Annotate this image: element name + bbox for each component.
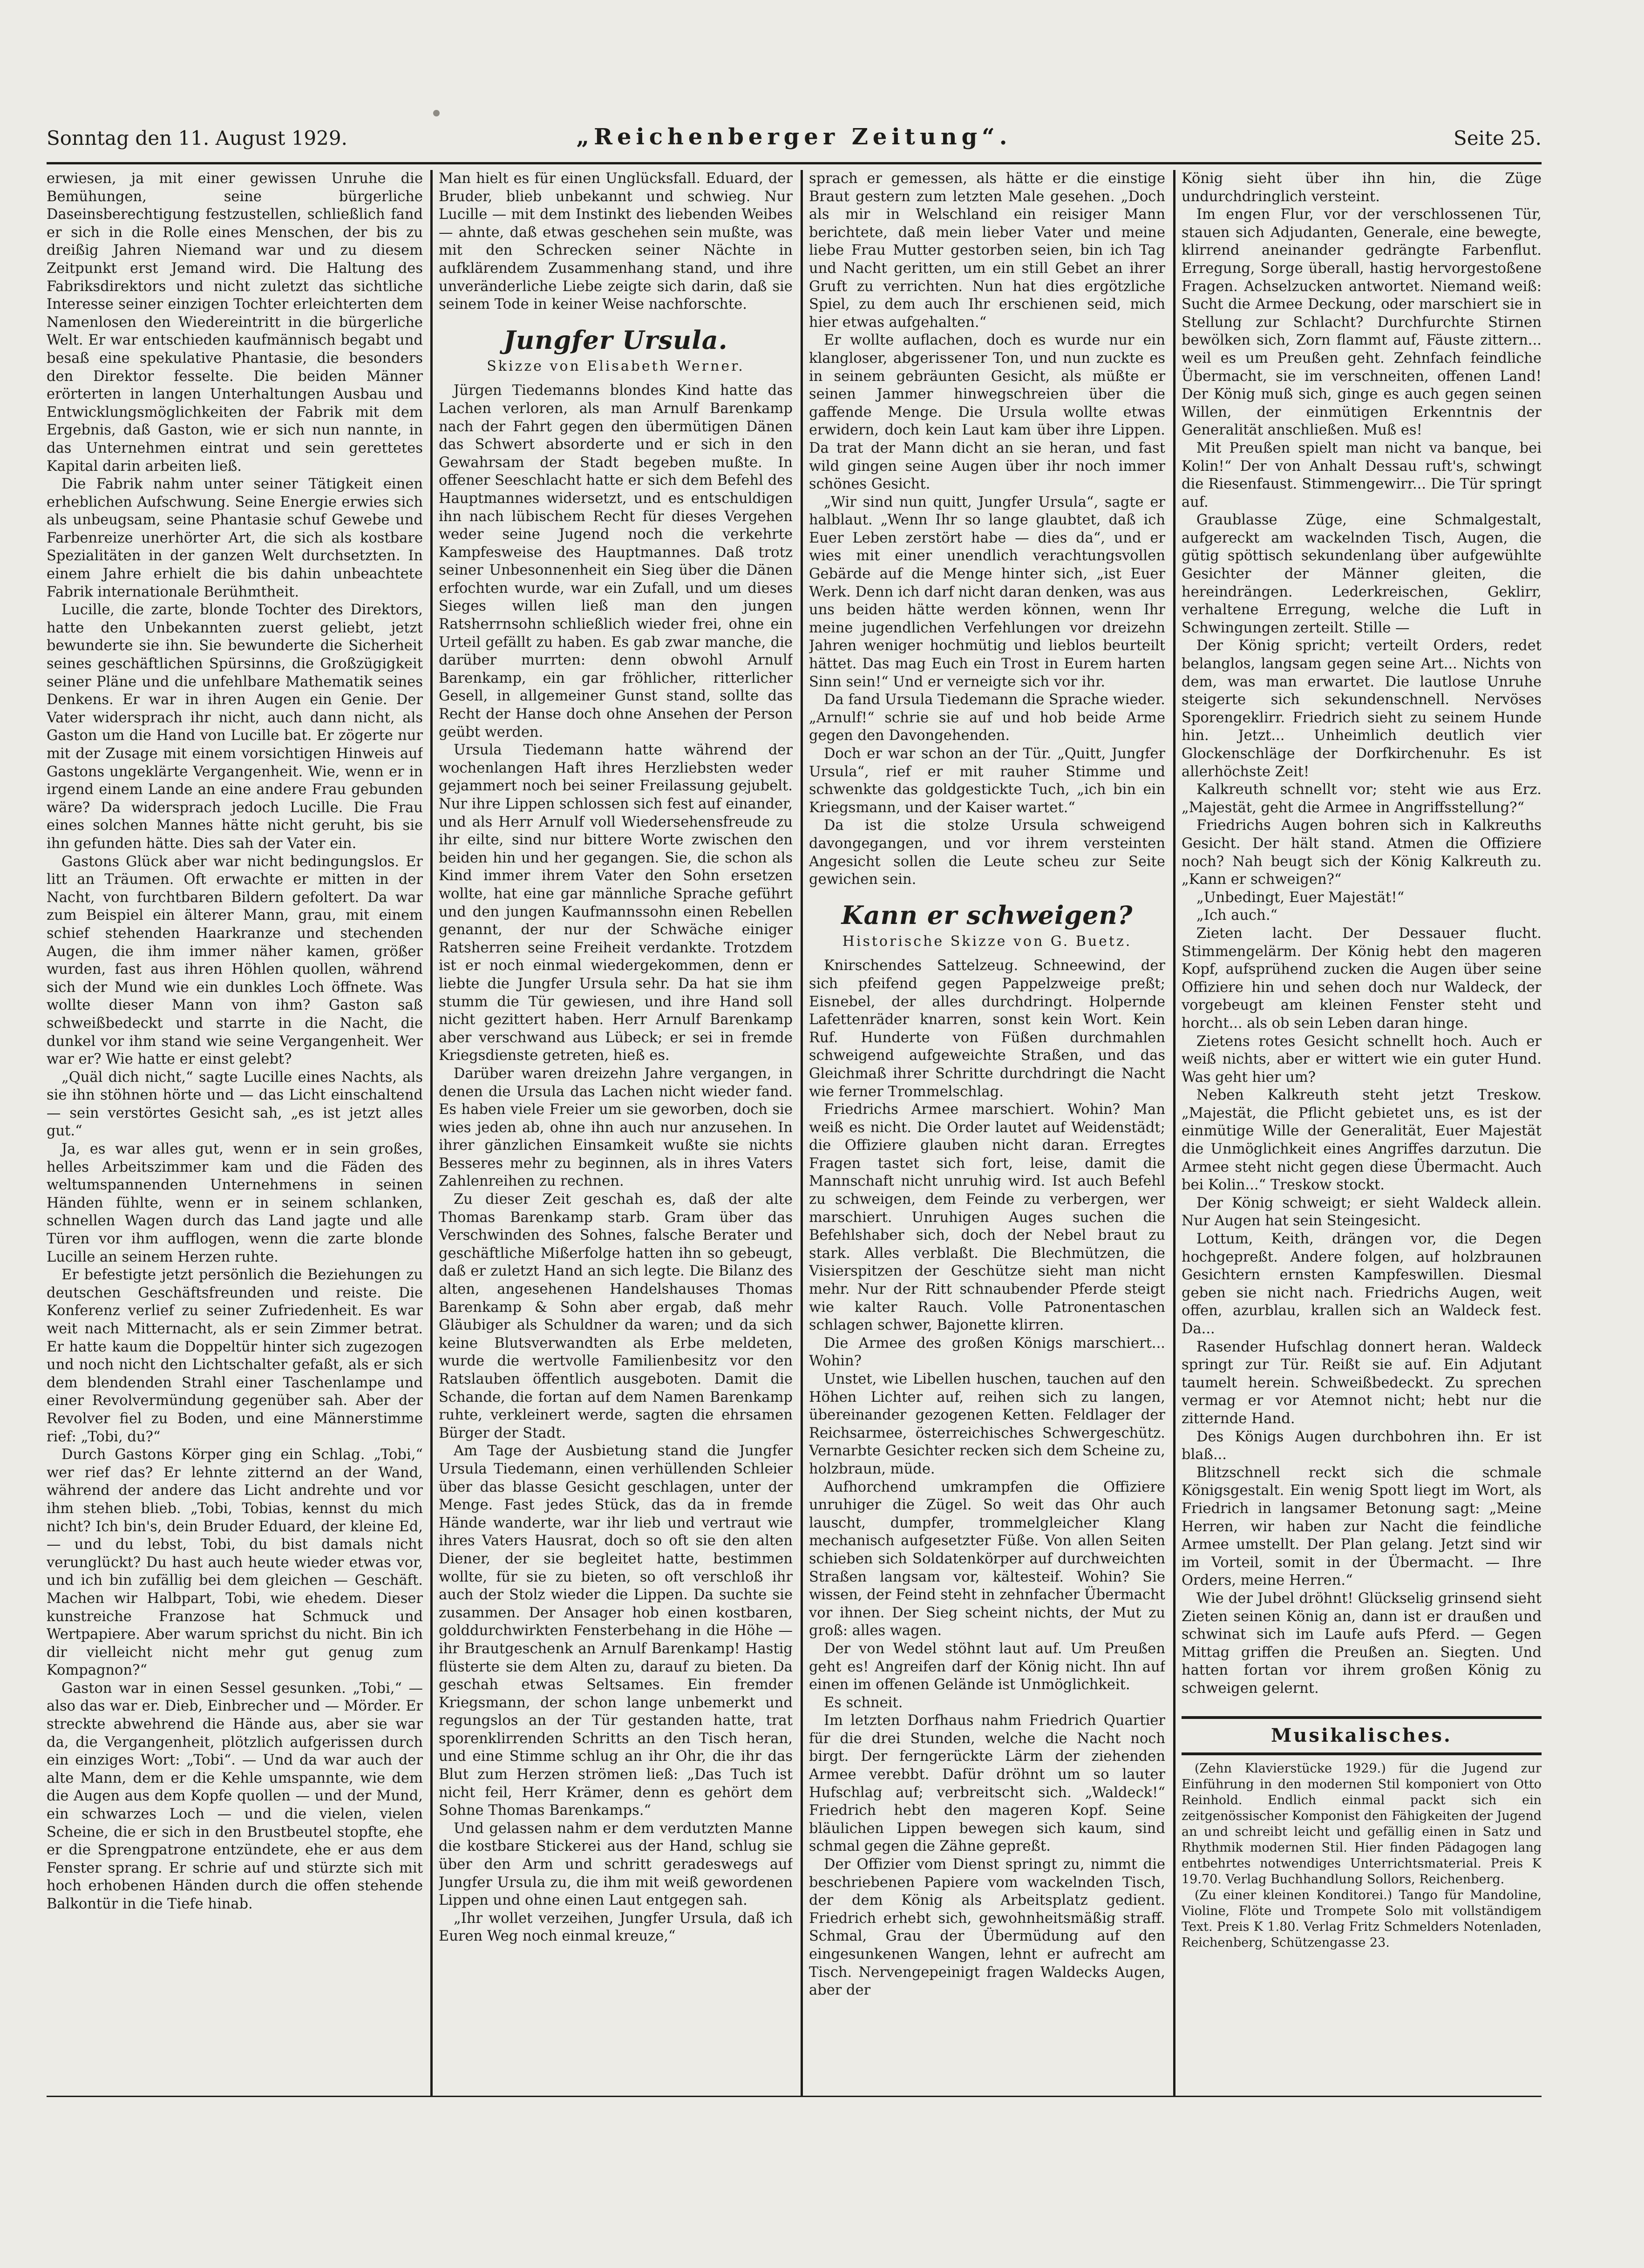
article-paragraph: erwiesen, ja mit einer gewissen Unruhe die Bemühungen, seine bürgerliche Daseinsberechtigung festzustellen, schließlich fand er sich in die Rolle eines Menschen, der bis zu dreißig Jahren Niemand war und zu diesem Zeitpunkt erst Jemand wird. Die Haltung des Fabriksdirektors und nicht zuletzt das sichtliche Interesse seiner einzigen Tochter erleichterten dem Namenlosen den Wiedereintritt in die bürgerliche Welt. Er war entschieden kaufmännisch begabt und besaß eine spekulative Phantasie, die besonders den Direktor fesselte. Die beiden Männer erörterten in langen Unterhaltungen Ausbau und Entwicklungsmöglichkeiten der Fabrik mit dem Ergebnis, daß Gaston, wie er sich nun nannte, in das Unternehmen eintrat und sein gerettetes Kapital darin arbeiten ließ. xyxy=(47,170,423,475)
story-paragraph: Da ist die stolze Ursula schweigend davongegangen, und vor ihrem versteinten Angesicht sollen die Leute scheu zur Seite gewichen sein. xyxy=(809,817,1165,888)
story-paragraph: Der König spricht; verteilt Orders, redet belanglos, langsam gegen seine Art... Nichts von dem, was man erwartet. Die lautlose Unruhe steigerte sich sekundenschnell. Nervöses Sporengeklirr. Friedrich sieht zu seinem Hunde hin. Jetzt... Unheimlich deutlich vier Glockenschläge der Dorfkirchenuhr. Es ist allerhöchste Zeit! xyxy=(1182,638,1542,780)
story-paragraph: Zietens rotes Gesicht schnellt hoch. Auch er weiß nichts, aber er wittert wie ein guter Hund. Was geht hier um? xyxy=(1182,1033,1542,1086)
column-3 xyxy=(809,170,1165,2093)
article-paragraph: Die Fabrik nahm unter seiner Tätigkeit einen erheblichen Aufschwung. Seine Energie erwies sich als unbeugsam, seine Phantasie schuf Gewebe und Farbenreize unerhörter Art, die sich als kostbare Spezialitäten in der ganzen Welt durchsetzten. In einem Jahre erhielt die bis dahin unbeachtete Fabrik internationale Berühmtheit. xyxy=(47,476,423,600)
story-title: Jungfer Ursula. xyxy=(503,325,728,355)
story-paragraph: Mit Preußen spielt man nicht va banque, bei Kolin!“ Der von Anhalt Dessau ruft's, schwingt die Riesenfaust. Stimmengewirr... Die Tür springt auf. xyxy=(1182,440,1542,510)
column-divider xyxy=(801,170,803,2096)
header-page-number: Seite 25. xyxy=(1454,127,1542,149)
story-paragraph: Ursula Tiedemann hatte während der wochenlangen Haft ihres Herzliebsten weder gejammert noch bei seiner Freilassung gejubelt. Nur ihre Lippen schlossen sich fest auf einander, und als Herr Arnulf voll Wiedersehensfreude zu ihr eilte, sind nur bittere Worte zwischen den beiden hin und her gegangen. Sie, die schon als Kind immer ihrem Vater den Sohn ersetzen wollte, hat eine gar männliche Sprache geführt und den jungen Kaufmannssohn einen Rebellen genannt, der nur der Schwäche einiger Ratsherren seine Freiheit verdankte. Trotzdem ist er noch einmal wiedergekommen, denn er liebte die Jungfer Ursula sehr. Da hat sie ihm stumm die Tür gewiesen, und ihre Hand soll nicht gezittert haben. Herr Arnulf Barenkamp aber verschwand aus Lübeck; er sei in fremde Kriegsdienste getreten, hieß es. xyxy=(439,742,793,1064)
story-paragraph: Wie der Jubel dröhnt! Glückselig grinsend sieht Zieten seinen König an, dann ist er draußen und schwinat sich im Laufe aufs Pferd. — Gegen Mittag griffen die Preußen an. Siegten. Und hatten fortan vor ihrem großen König zu schweigen gelernt. xyxy=(1182,1590,1542,1697)
section-title: Musikalisches. xyxy=(1271,1725,1452,1747)
article-paragraph: Lucille, die zarte, blonde Tochter des Direktors, hatte den Unbekannten zuerst geliebt, jetzt bewunderte sie ihn. Sie bewunderte die Sicherheit seines geschäftlichen Spürsinns, die Großzügigkeit seiner Pläne und die unfehlbare Mathematik seines Denkens. Er war in ihren Augen ein Genie. Der Vater widersprach ihr nicht, auch dann nicht, als Gaston um die Hand von Lucille bat. Er zögerte nur mit der Zusage mit einem vorsichtigen Hinweis auf Gastons ungeklärte Vergangenheit. Wie, wenn er in irgend einem Lande an eine andere Frau gebunden wäre? Da widersprach jedoch Lucille. Die Frau eines solchen Mannes hätte nicht geruht, bis sie ihn gefunden hätte. Dies sah der Vater ein. xyxy=(47,602,423,852)
story-paragraph: Im engen Flur, vor der verschlossenen Tür, stauen sich Adjudanten, Generale, eine bewegte, klirrend aneinander gedrängte Farbenflut. Erregung, Sorge überall, hastig hervorgestoßene Fragen. Achselzucken antwortet. Niemand weiß: Sucht die Armee Deckung, oder marschiert sie in Stellung zur Schlacht? Durchfurchte Stirnen bewölken sich, Zorn flammt auf, Fäuste zittern... weil es um Preußen geht. Zehnfach feindliche Übermacht, sie im verschneiten, offenen Land! Der König muß sich, ginge es auch gegen seinen Willen, der einmütigen Erkenntnis der Generalität anschließen. Muß es! xyxy=(1182,206,1542,439)
music-notices xyxy=(1182,1761,1542,1951)
story-paragraph: Er wollte auflachen, doch es wurde nur ein klangloser, abgerissener Ton, und nun zuckte es in seinem gebräunten Gesicht, als müßte er seinen Jammer hinwegschreien über die gaffende Menge. Die Ursula wollte etwas erwidern, doch kein Laut kam über ihre Lippen. Da trat der Mann dicht an sie heran, und fast wild gingen seine Augen über ihr noch immer schönes Gesicht. xyxy=(809,332,1165,493)
article-paragraph: „Quäl dich nicht,“ sagte Lucille eines Nachts, als sie ihn stöhnen hörte und — das Licht einschaltend — sein verstörtes Gesicht sah, „es ist jetzt alles gut.“ xyxy=(47,1069,423,1140)
print-speck xyxy=(433,110,440,116)
story-paragraph: Darüber waren dreizehn Jahre vergangen, in denen die Ursula das Lachen nicht wieder fand. Es haben viele Freier um sie geworben, doch sie wies jeden ab, ohne ihn auch nur anzusehen. In ihrer gänzlichen Einsamkeit wußte sie nichts Besseres mehr zu beginnen, als in ihres Vaters Zahlenreihen zu rechnen. xyxy=(439,1065,793,1190)
article-paragraph: Ja, es war alles gut, wenn er in sein großes, helles Arbeitszimmer kam und die Fäden des weltumspannenden Unternehmens in seinen Händen fühlte, wenn er in seinem schlanken, schnellen Wagen durch das Land jagte und alle Türen vor ihm aufflogen, wenn die zarte blonde Lucille an seinem Herzen ruhte. xyxy=(47,1141,423,1265)
story-paragraph: Neben Kalkreuth steht jetzt Treskow. „Majestät, die Pflicht gebietet uns, es ist der einmütige Wille der Generalität, Euer Majestät die Unmöglichkeit eines Angriffes darzutun. Die Armee steht nicht gegen diese Übermacht. Auch bei Kolin...“ Treskow stockt. xyxy=(1182,1087,1542,1194)
article-paragraph: Er befestigte jetzt persönlich die Beziehungen zu deutschen Geschäftsfreunden und reiste. Die Konferenz verlief zu seiner Zufriedenheit. Es war weit nach Mitternacht, als er sein Zimmer betrat. Er hatte kaum die Doppeltür hinter sich zugezogen und noch nicht den Lichtschalter gefaßt, als er sich dem blendenden Strahl einer Taschenlampe und einer Revolvermündung gegenüber sah. Aber der Revolver fiel zu Boden, und eine Männerstimme rief: „Tobi, du?“ xyxy=(47,1267,423,1445)
story-paragraph: Des Königs Augen durchbohren ihn. Er ist blaß... xyxy=(1182,1428,1542,1463)
footer-rule xyxy=(47,2096,1542,2097)
column-4 xyxy=(1182,170,1542,2093)
story-paragraph: Kalkreuth schnellt vor; steht wie aus Erz. „Majestät, geht die Armee in Angriffsstellung?“ xyxy=(1182,781,1542,816)
story-paragraph: Zieten lacht. Der Dessauer flucht. Stimmengelärm. Der König hebt den mageren Kopf, aufsprühend zucken die Augen über seine Offiziere hin und sehen doch nur Waldeck, der vorgebeugt am kleinen Fenster steht und horcht... als ob sein Leben daran hinge. xyxy=(1182,925,1542,1032)
story-paragraph: Aufhorchend umkrampfen die Offiziere unruhiger die Zügel. So weit das Ohr auch lauscht, dumpfer, trommelgleicher Klang mechanisch aufgesetzter Füße. Von allen Seiten schieben sich Soldatenkörper auf durchweichten Straßen langsam vor, kältesteif. Wohin? Sie wissen, der Feind steht in zehnfacher Übermacht vor ihnen. Der Sieg scheint nichts, der Mut zu groß: alles wagen. xyxy=(809,1479,1165,1639)
story-paragraph: Jürgen Tiedemanns blondes Kind hatte das Lachen verloren, als man Arnulf Barenkamp nach der Fahrt gegen den übermütigen Dänen das Schwert absorderte und er sich in den Gewahrsam der Stadt begeben mußte. In offener Seeschlacht hatte er sich dem Befehl des Hauptmannes widersetzt, und es entschuldigen ihn nach lübischem Recht für dieses Vergehen weder seine Jugend noch die verkehrte Kampfesweise des Hauptmannes. Daß trotz seiner Unbesonnenheit ein Sieg über die Dänen erfochten wurde, war ein Zufall, und um dieses Sieges willen ließ man den jungen Ratsherrnsohn schließlich wieder frei, ohne ein Urteil gefällt zu haben. Es gab zwar manche, die darüber murrten: denn obwohl Arnulf Barenkamp, ein gar fröhlicher, ritterlicher Gesell, in allgemeiner Gunst stand, sollte das Recht der Hanse doch ohne Ansehen der Person geübt werden. xyxy=(439,382,793,740)
column-1 xyxy=(47,170,423,2093)
music-notice: (Zu einer kleinen Konditorei.) Tango für Mandoline, Violine, Flöte und Trompete Solo mit vollständigem Text. Preis K 1.80. Verlag Fritz Schmelders Notenladen, Reichenberg, Schützengasse 23. xyxy=(1182,1888,1542,1950)
story-paragraph: Blitzschnell reckt sich die schmale Königsgestalt. Ein wenig Spott liegt im Wort, als Friedrich in langsamer Betonung sagt: „Meine Herren, wir haben zur Nacht die feindliche Armee umstellt. Der Plan gelang. Jetzt sind wir im Vorteil, somit in der Übermacht. — Ihre Orders, meine Herren.“ xyxy=(1182,1464,1542,1589)
story-paragraph: Doch er war schon an der Tür. „Quitt, Jungfer Ursula“, rief er mit rauher Stimme und schwenkte das goldgestickte Tuch, „ich bin ein Kriegsmann, und der Kaiser wartet.“ xyxy=(809,746,1165,816)
column-divider xyxy=(1173,170,1175,2096)
page-header xyxy=(47,122,1542,159)
story-paragraph: Der von Wedel stöhnt laut auf. Um Preußen geht es! Angreifen darf der König nicht. Ihn auf einen im offenen Gelände ist Unmöglichkeit. xyxy=(809,1640,1165,1693)
story-paragraph: Da fand Ursula Tiedemann die Sprache wieder. „Arnulf!“ schrie sie auf und hob beide Arme gegen den Davongehenden. xyxy=(809,692,1165,744)
story-paragraph: Zu dieser Zeit geschah es, daß der alte Thomas Barenkamp starb. Gram über das Verschwinden des Sohnes, falsche Berater und geschäftliche Mißerfolge hatten ihn so gebeugt, daß er zuletzt Hand an sich legte. Die Bilanz des alten, angesehenen Handelshauses Thomas Barenkamp & Sohn aber ergab, daß mehr Gläubiger als Schuldner da waren; und da sich keine Blutsverwandten als Erbe meldeten, wurde die wertvolle Familienbesitz vor den Ratslauben öffentlich ausgeboten. Damit die Schande, die fortan auf dem Namen Barenkamp ruhte, verkleinert werde, sagten die ehrsamen Bürger der Stadt. xyxy=(439,1191,793,1441)
story-paragraph: Es schneit. xyxy=(824,1694,903,1711)
story-byline: Skizze von Elisabeth Werner. xyxy=(487,358,745,374)
story-paragraph: König sieht über ihn hin, die Züge undurchdringlich versteint. xyxy=(1182,170,1542,205)
music-notice: (Zehn Klavierstücke 1929.) für die Jugend zur Einführung in den modernen Stil komponiert von Otto Reinhold. Endlich einmal packt sich ein zeitgenössischer Komponist den Fähigkeiten der Jugend an und schreibt leicht und gefällig einen in Satz und Rhythmik modernen Stil. Hier finden Pädagogen lang entbehrtes notwendiges Unterrichtsmaterial. Preis K 19.70. Verlag Buchhandlung Sollors, Reichenberg. xyxy=(1182,1761,1542,1887)
article-paragraph: Gastons Glück aber war nicht bedingungslos. Er litt an Träumen. Oft erwachte er mitten in der Nacht, von furchtbaren Bildern gefoltert. Da war zum Beispiel ein älterer Mann, grau, mit einem schief stehenden Haarkranze und stechenden Augen, die ihm immer näher kamen, größer wurden, fast aus ihren Höhlen quollen, während sich der Mund wie ein dunkles Loch öffnete. Was wollte dieser Mann von ihm? Gaston saß schweißbedeckt und starrte in die Nacht, die dunkel vor ihm stand wie seine Vergangenheit. Wer war er? Wie hatte er einst gelebt? xyxy=(47,853,423,1068)
header-date: Sonntag den 11. August 1929. xyxy=(47,127,347,149)
header-rule xyxy=(47,162,1542,164)
column-2 xyxy=(439,170,793,2093)
story-paragraph: Rasender Hufschlag donnert heran. Waldeck springt zur Tür. Reißt sie auf. Ein Adjutant taumelt herein. Schweißbedeckt. Zu sprechen vermag er vor Atemnot nicht; hebt nur die zitternde Hand. xyxy=(1182,1338,1542,1427)
story-title: Kann er schweigen? xyxy=(841,900,1133,930)
story-paragraph: Unstet, wie Libellen huschen, tauchen auf den Höhen Lichter auf, reihen sich zu langen, übereinander gezogenen Ketten. Feldlager der Reichsarmee, österreichisches Schwergeschütz. Vernarbte Gesichter recken sich dem Scheine zu, holzbraun, müde. xyxy=(809,1371,1165,1477)
story-paragraph: Und gelassen nahm er dem verdutzten Manne die kostbare Stickerei aus der Hand, schlug sie über den Arm und schritt geradeswegs auf Jungfer Ursula zu, die ihm mit weiß gewordenen Lippen und ohne einen Laut entgegen sah. xyxy=(439,1820,793,1909)
story-paragraph: Der König schweigt; er sieht Waldeck allein. Nur Augen hat sein Steingesicht. xyxy=(1182,1195,1542,1229)
section-header-box xyxy=(1182,1716,1542,1755)
story-paragraph: „Ihr wollet verzeihen, Jungfer Ursula, daß ich Euren Weg noch einmal kreuze,“ xyxy=(439,1910,793,1945)
story-paragraph: Am Tage der Ausbietung stand die Jungfer Ursula Tiedemann, einen verhüllenden Schleier über das blasse Gesicht geschlagen, unter der Menge. Fast jedes Stück, das da in fremde Hände wanderte, war ihr lieb und vertraut wie ihres Vaters Hausrat, doch so oft sie den alten Diener, der sie begleitet hatte, bestimmen wollte, für sie zu bieten, so oft verschloß ihr auch der Stolz wieder die Lippen. Da suchte sie zusammen. Der Ansager hob einen kostbaren, golddurchwirkten Fensterbehang in die Höhe — ihr Brautgeschenk an Arnulf Barenkamp! Hastig flüsterte sie dem Alten zu, darauf zu bieten. Da geschah etwas Seltsames. Ein fremder Kriegsmann, der schon lange unbemerkt und regungslos an der Tür gestanden hatte, trat sporenklirrenden Schritts an den Tisch heran, und eine Stimme schlug an ihr Ohr, die ihr das Blut zum Herzen strömen ließ: „Das Tuch ist nicht feil, Herr Krämer, denn es gehört dem Sohne Thomas Barenkamps.“ xyxy=(439,1443,793,1819)
story-paragraph: Im letzten Dorfhaus nahm Friedrich Quartier für die drei Stunden, welche die Nacht noch birgt. Der ferngerückte Lärm der ziehenden Armee verebbt. Dafür dröhnt um so lauter Hufschlag auf; verbreitscht sich. „Waldeck!“ Friedrich hebt den mageren Kopf. Seine bläulichen Lippen bewegen sich kaum, sind schmal gegen die Zähne gepreßt. xyxy=(809,1712,1165,1855)
story-paragraph: Knirschendes Sattelzeug. Schneewind, der sich pfeifend gegen Pappelzweige preßt; Eisnebel, der alles durchdringt. Holpernde Lafettenräder knarren, sonst kein Wort. Kein Ruf. Hunderte von Füßen durchmahlen schweigend aufgeweichte Straßen, und das Gleichmaß ihrer Schritte durchdringt die Nacht wie ferner Trommelschlag. xyxy=(809,957,1165,1100)
story-paragraph: sprach er gemessen, als hätte er die einstige Braut gestern zum letzten Male gesehen. „Doch als mir in Welschland ein reisiger Mann berichtete, daß mein lieber Vater und meine liebe Frau Mutter gestorben seien, bin ich Tag und Nacht geritten, um ein still Gebet an ihrer Gruft zu verrichten. Nun hat dies ergötzliche Spiel, zu dem auch Ihr erschienen seid, mich hier etwas aufgehalten.“ xyxy=(809,170,1165,331)
article-paragraph: Gaston war in einen Sessel gesunken. „Tobi,“ — also das war er. Dieb, Einbrecher und — Mörder. Er streckte abwehrend die Hände aus, aber sie war da, die Vergangenheit, plötzlich aufgerissen durch ein einziges Wort: „Tobi“. — Und da war auch der alte Mann, dem er die Kehle umspannte, wie dem die Augen aus dem Kopfe quollen — und der Mund, ein schwarzes Loch — und die vielen, vielen Scheine, die er sich in den Brustbeutel stopfte, ehe er die Sprengpatrone entzündete, ehe er aus dem Fenster sprang. Er schrie auf und stürzte sich mit hoch erhobenen Händen durch die offen stehende Balkontür in die Tiefe hinab. xyxy=(47,1680,423,1912)
story-paragraph: „Unbedingt, Euer Majestät!“ xyxy=(1196,889,1405,906)
header-newspaper-title: „Reichenberger Zeitung“. xyxy=(576,124,1012,150)
story-paragraph: Lottum, Keith, drängen vor, die Degen hochgepreßt. Andere folgen, auf holzbraunen Gesichtern ernsten Kampfeswillen. Diesmal geben sie nicht nach. Friedrichs Augen, weit offen, azurblau, krallen sich an Waldeck fest. Da... xyxy=(1182,1231,1542,1337)
story-paragraph: „Ich auch.“ xyxy=(1196,907,1278,924)
story-paragraph: Die Armee des großen Königs marschiert... Wohin? xyxy=(809,1335,1165,1370)
story-byline: Historische Skizze von G. Buetz. xyxy=(842,933,1132,950)
story-paragraph: Der Offizier vom Dienst springt zu, nimmt die beschriebenen Papiere vom wackelnden Tisch, der dem König als Arbeitsplatz gedient. Friedrich erhebt sich, gewohnheitsmäßig straff. Schmal, Grau der Übermüdung auf den eingesunkenen Wangen, lehnt er aufrecht am Tisch. Nervengepeinigt fragen Waldecks Augen, aber der xyxy=(809,1856,1165,1999)
article-paragraph: Man hielt es für einen Unglücksfall. Eduard, der Bruder, blieb unbekannt und schwieg. Nur Lucille — mit dem Instinkt des liebenden Weibes — ahnte, daß etwas geschehen sein mußte, was mit den Schrecken seiner Nächte in aufklärendem Zusammenhang stand, und ihre unveränderliche Liebe zeigte sich darin, daß sie seinem Tode in keiner Weise nachforschte. xyxy=(439,170,793,313)
column-divider xyxy=(430,170,433,2096)
story-paragraph: Graublasse Züge, eine Schmalgestalt, aufgereckt am wackelnden Tisch, Augen, die gütig spöttisch sekundenlang über aufgewühlte Gesichter der Männer gleiten, die hereindrängen. Lederkreischen, Geklirr, verhaltene Erregung, welche die Luft in Schwingungen zerteilt. Stille — xyxy=(1182,512,1542,636)
story-paragraph: Friedrichs Armee marschiert. Wohin? Man weiß es nicht. Die Order lautet auf Weidenstädt; die Offiziere glauben nicht daran. Erregtes Fragen tastet sich fort, leise, damit die Mannschaft nicht unruhig wird. Ist auch Befehl zu schweigen, dem Feinde zu verbergen, wer marschiert. Unruhigen Auges suchen die Befehlshaber sich, doch der Nebel braut zu stark. Alles verblaßt. Die Blechmützen, die Visierspitzen der Geschütze sieht man nicht mehr. Nur der Ritt schnaubender Pferde steigt wie kalter Rauch. Volle Patronentaschen schlagen schwer, Bajonette klirren. xyxy=(809,1101,1165,1334)
story-paragraph: Friedrichs Augen bohren sich in Kalkreuths Gesicht. Der hält stand. Atmen die Offiziere noch? Nah beugt sich der König Kalkreuth zu. „Kann er schweigen?“ xyxy=(1182,817,1542,888)
article-paragraph: Durch Gastons Körper ging ein Schlag. „Tobi,“ wer rief das? Er lehnte zitternd an der Wand, während der andere das Licht andrehte und vor ihm stehen blieb. „Tobi, Tobias, kennst du mich nicht? Ich bin's, dein Bruder Eduard, der kleine Ed, — und du lebst, Tobi, du bist damals nicht verunglückt? Du hast auch heute wieder etwas vor, und ich bin zufällig bei dem gleichen — Geschäft. Machen wir Halbpart, Tobi, wie ehedem. Dieser kunstreiche Franzose hat Schmuck und Wertpapiere. Aber warum sprichst du nicht. Bin ich dir vielleicht nicht mehr gut genug zum Kompagnon?“ xyxy=(47,1446,423,1679)
story-paragraph: „Wir sind nun quitt, Jungfer Ursula“, sagte er halblaut. „Wenn Ihr so lange glaubtet, daß ich Euer Leben zerstört habe — dies da“, und er wies mit einer unendlich verachtungsvollen Gebärde auf die Menge hinter sich, „ist Euer Werk. Denn ich darf nicht daran denken, was aus uns beiden hätte werden können, wenn Ihr meine jugendlichen Verfehlungen vor dreizehn Jahren weniger hochmütig und lieblos beurteilt hättet. Das mag Euch ein Trost in Eurem harten Sinn sein!“ Und er verneigte sich vor ihr. xyxy=(809,494,1165,690)
